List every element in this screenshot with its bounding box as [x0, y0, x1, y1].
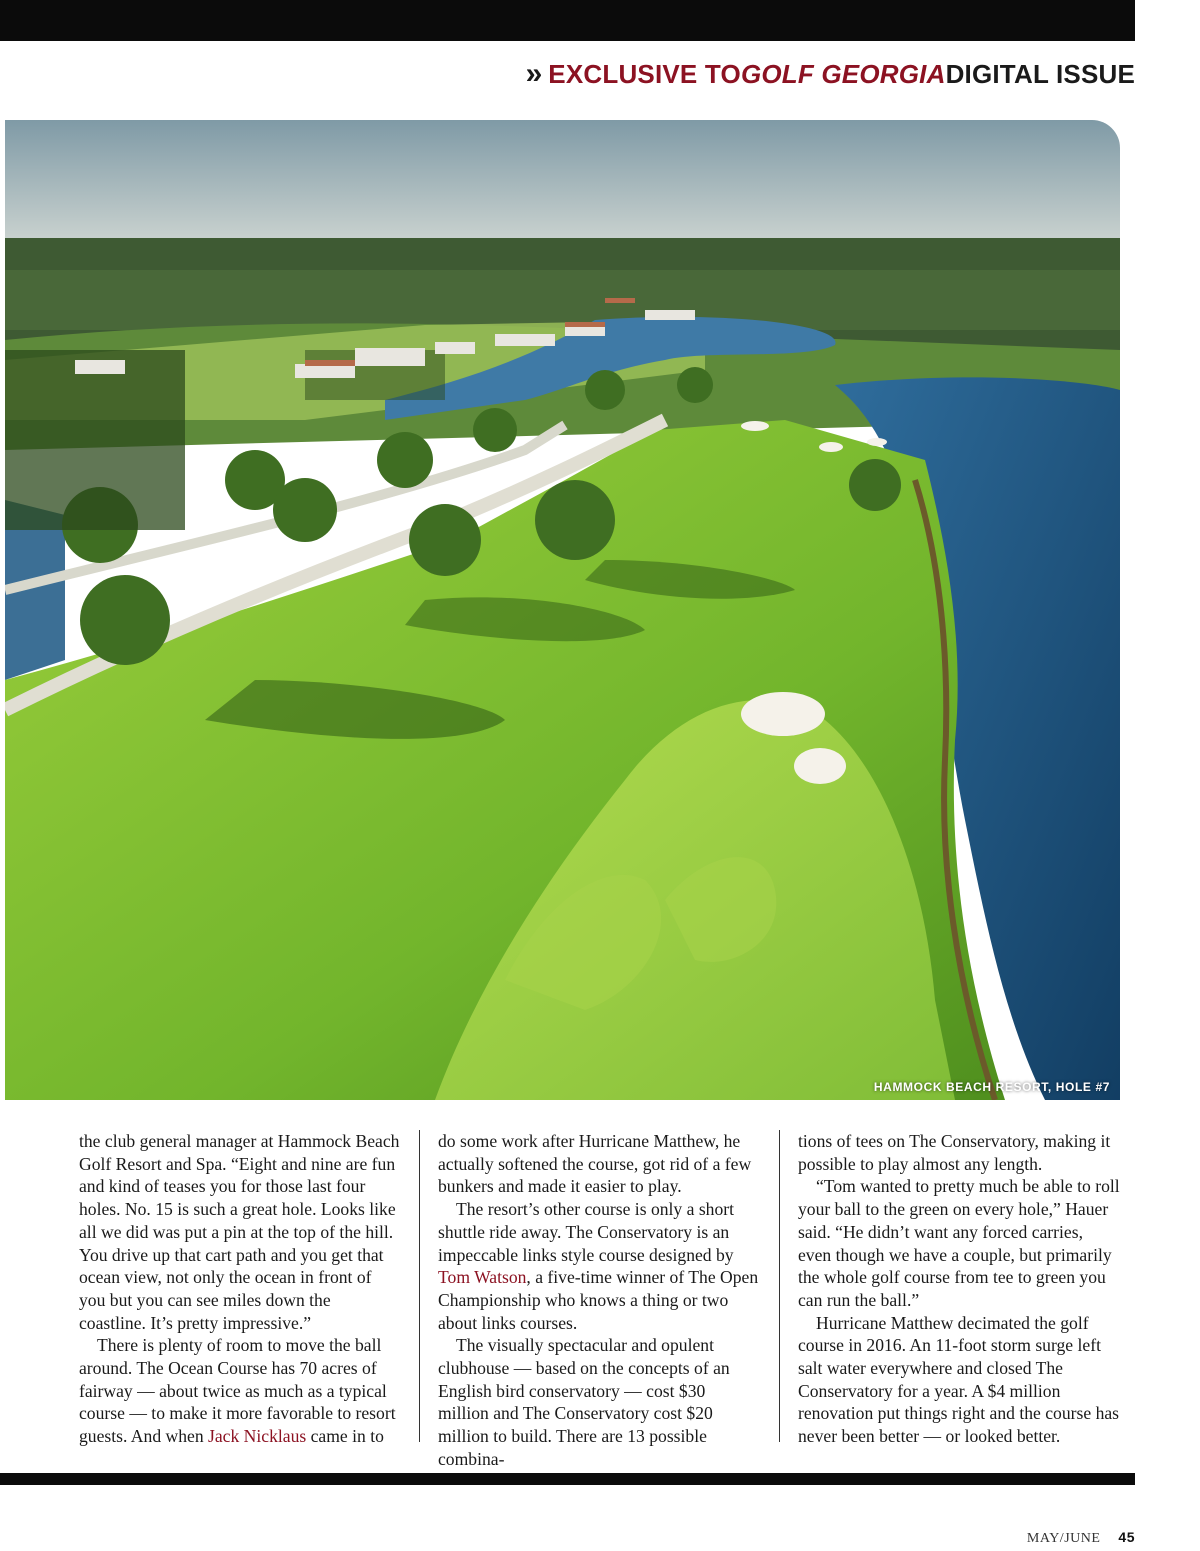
golf-course-photo: [5, 120, 1120, 1100]
col2-paragraph-3: The visually spectacular and opulent clubhouse — based on the concepts of an English bird conservatory — cost $30 million and The Conservatory cost $20 million to build. There are 13 possible combina-: [438, 1335, 730, 1469]
top-bar: [0, 0, 1135, 41]
page-footer: [1027, 1529, 1135, 1547]
article-column-2: [438, 1130, 760, 1471]
bottom-bar: [0, 1473, 1135, 1485]
col3-paragraph-1: tions of tees on The Conservatory, making it possible to play almost any length.: [798, 1131, 1111, 1174]
page-number: 45: [1118, 1529, 1135, 1545]
col2-paragraph-1: do some work after Hurricane Matthew, he actually softened the course, got rid of a few bunkers and made it easier to play.: [438, 1131, 752, 1197]
col1-paragraph-2: [79, 1334, 401, 1448]
col2-paragraph-2-tail: , a five-time winner of The Open Championship who knows a thing or two about links courses.: [438, 1267, 759, 1333]
header-suffix: DIGITAL ISSUE: [945, 58, 1135, 89]
exclusive-header: [526, 56, 1135, 92]
article-columns: [79, 1130, 1120, 1469]
jack-nicklaus-link[interactable]: Jack Nicklaus: [208, 1426, 307, 1447]
col3-paragraph-3: Hurricane Matthew decimated the golf course in 2016. An 11-foot storm surge left salt water everywhere and closed The Conservatory for a year. A $4 million renovation put things right and the course has never been better — or looked better.: [798, 1312, 1120, 1447]
col1-paragraph-1: the club general manager at Hammock Beach Golf Resort and Spa. “Eight and nine are fun and kind of teases you for those last four holes. No. 15 is such a great hole. Looks like all we did was put a pin at the top of the hill. You drive up that cart path and you get that ocean view, not only the ocean in front of you but you can see miles down the coastline. It’s pretty impressive.”: [79, 1131, 400, 1333]
article-column-1: [79, 1130, 401, 1448]
col2-paragraph-2-text: The resort’s other course is only a short shuttle ride away. The Conservatory is an impeccable links style course designed by: [438, 1199, 735, 1265]
aerial-golf-illustration: [5, 120, 1120, 1100]
header-prefix: EXCLUSIVE TO: [548, 58, 741, 89]
photo-caption: HAMMOCK BEACH RESORT, HOLE #7: [873, 1080, 1110, 1094]
column-divider-1: [419, 1130, 420, 1442]
header-magazine: GOLF GEORGIA: [740, 58, 946, 89]
article-column-3: [798, 1130, 1120, 1448]
double-chevron-icon: »: [525, 57, 537, 90]
issue-label: MAY/JUNE: [1026, 1531, 1101, 1546]
col2-paragraph-2: [438, 1198, 760, 1334]
tom-watson-link[interactable]: Tom Watson: [438, 1267, 527, 1288]
column-divider-2: [779, 1130, 780, 1442]
col1-paragraph-2-tail: came in to: [306, 1426, 384, 1447]
col1-paragraph-2-text: There is plenty of room to move the ball around. The Ocean Course has 70 acres of fairway — about twice as much as a typical course — to make it more favorable to resort guests. And when: [79, 1335, 396, 1447]
col3-paragraph-2: “Tom wanted to pretty much be able to roll your ball to the green on every hole,” Hauer said. “He didn’t want any forced carries, even though we have a couple, but primarily the whole golf course from tee to green you can run the ball.”: [798, 1176, 1120, 1310]
